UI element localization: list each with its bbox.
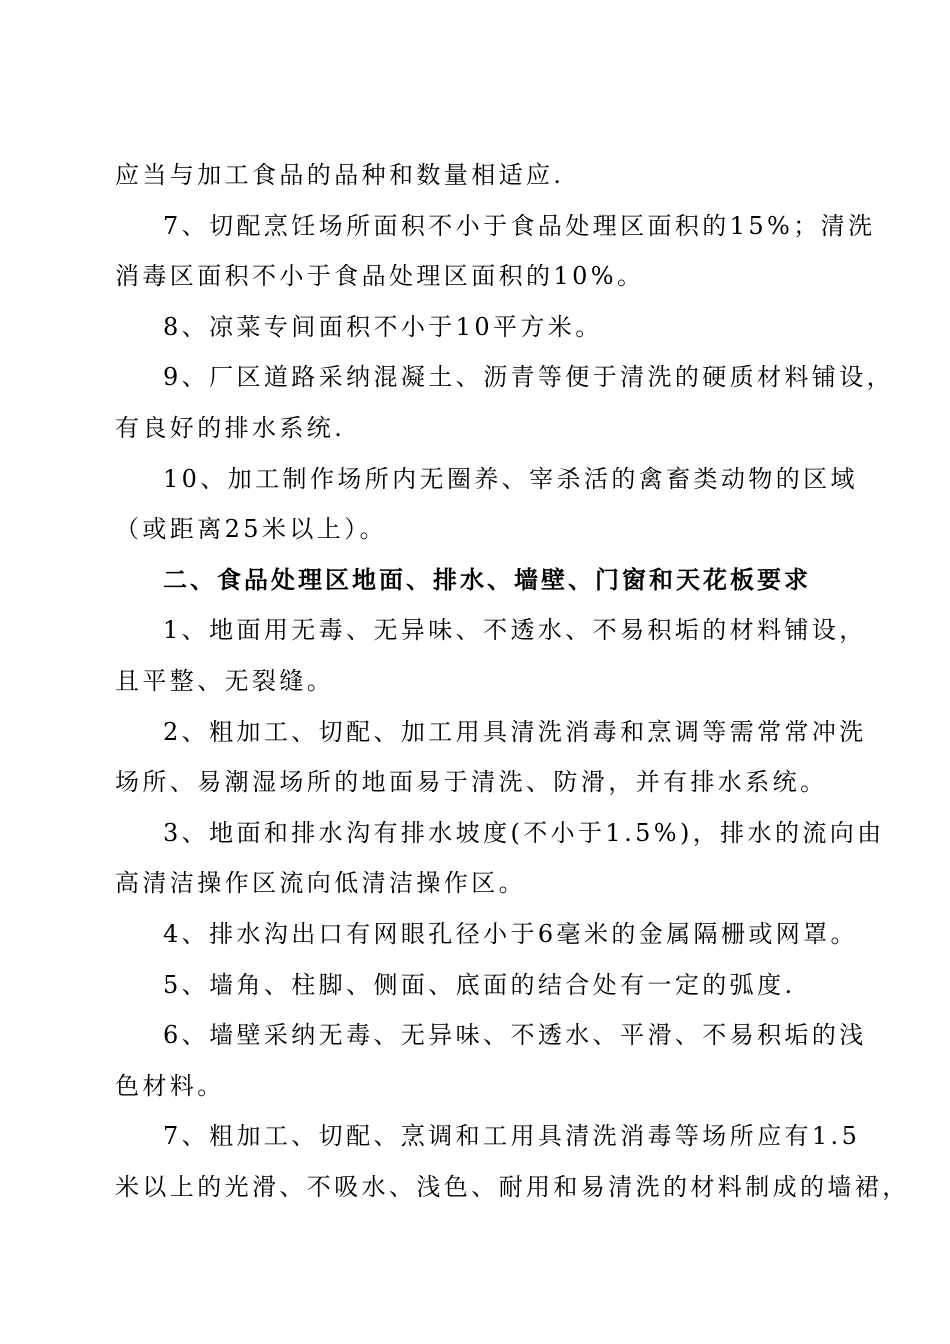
- section-heading: 二、食品处理区地面、排水、墙壁、门窗和天花板要求: [163, 565, 811, 594]
- paragraph-line: 9、厂区道路采纳混凝土、沥青等便于清洗的硬质材料铺设，: [163, 363, 895, 392]
- paragraph-line: 10、加工制作场所内无圈养、宰杀活的禽畜类动物的区域: [163, 464, 858, 493]
- paragraph-line: 且平整、无裂缝。: [115, 666, 335, 695]
- paragraph-line: 5、墙角、柱脚、侧面、底面的结合处有一定的弧度.: [163, 970, 796, 999]
- paragraph-line: 高清洁操作区流向低清洁操作区。: [115, 869, 526, 898]
- paragraph-line: 色材料。: [115, 1071, 225, 1100]
- paragraph-line: 4、排水沟出口有网眼孔径小于6毫米的金属隔栅或网罩。: [163, 919, 858, 948]
- paragraph-line: 应当与加工食品的品种和数量相适应.: [115, 161, 565, 189]
- paragraph-line: 1、地面用无毒、无异味、不透水、不易积垢的材料铺设，: [163, 616, 867, 645]
- document-body: [115, 150, 910, 1212]
- paragraph-line: 场所、易潮湿场所的地面易于清洗、防滑，并有排水系统。: [115, 768, 828, 797]
- paragraph-line: 7、切配烹饪场所面积不小于食品处理区面积的15%；清洗: [163, 211, 876, 240]
- paragraph-line: 7、粗加工、切配、烹调和工用具清洗消毒等场所应有1.5: [163, 1122, 861, 1151]
- paragraph-line: 8、凉菜专间面积不小于10平方米。: [163, 312, 603, 341]
- paragraph-line: （或距离25米以上）。: [115, 515, 387, 544]
- paragraph-line: 有良好的排水系统.: [115, 413, 346, 442]
- paragraph-line: 消毒区面积不小于食品处理区面积的10%。: [115, 262, 645, 291]
- paragraph-line: 米以上的光滑、不吸水、浅色、耐用和易清洗的材料制成的墙裙，: [115, 1172, 910, 1201]
- paragraph-line: 6、墙壁采纳无毒、无异味、不透水、平滑、不易积垢的浅: [163, 1021, 867, 1050]
- paragraph-line: 2、粗加工、切配、加工用具清洗消毒和烹调等需常常冲洗: [163, 717, 867, 746]
- paragraph-line: 3、地面和排水沟有排水坡度(不小于1.5%)，排水的流向由: [163, 818, 885, 847]
